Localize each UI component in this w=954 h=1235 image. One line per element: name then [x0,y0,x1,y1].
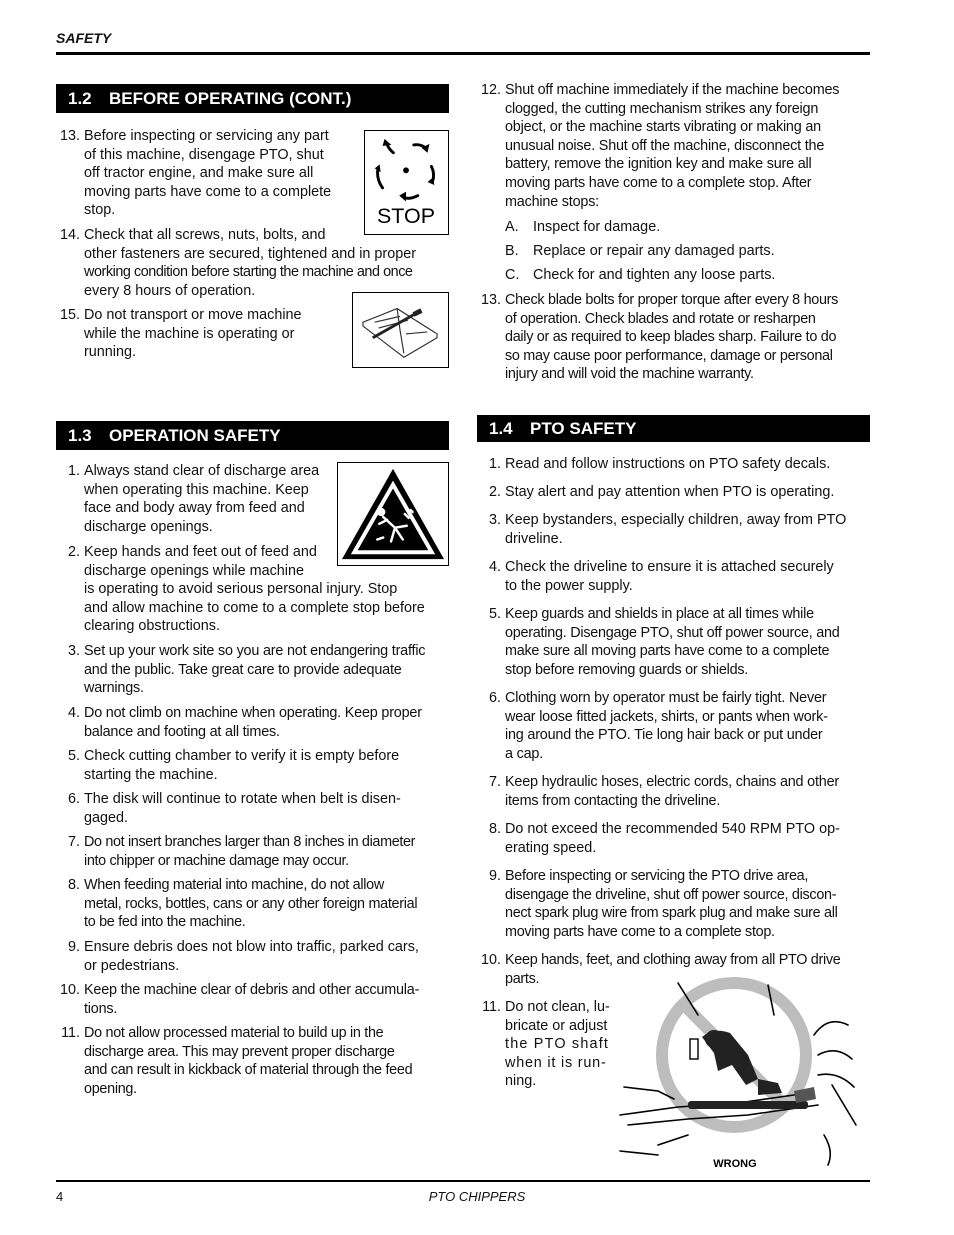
item-text [84,462,329,536]
pto-entanglement-illustration [618,975,864,1175]
item-text [505,998,618,1091]
item-line: Clothing worn by operator must be fairly tight. Never [505,690,827,706]
item-line: Keep guards and shields in place at all times while [505,606,814,622]
list-item [56,790,449,828]
item-line: the PTO shaft [505,1036,610,1053]
item-line: Ensure debris does not blow into traffic, parked cars, [84,939,419,955]
item-line: and the public. Take great care to provide adequate [84,661,402,678]
item-line: is operating to avoid serious personal injury. Stop [84,581,398,598]
item-line: face and body away from feed and [84,500,305,517]
item-line: Keep hydraulic hoses, electric cords, chains and other [505,774,839,790]
item-line: every 8 hours of operation. [84,282,256,299]
item-line: or pedestrians. [84,957,180,974]
item-line: Shut off machine immediately if the machine becomes [505,82,840,98]
item-number: 4. [67,705,80,721]
item-line: discharge openings while machine [84,562,304,579]
sub-list-item [505,242,865,261]
item-line: balance and footing at all times. [84,723,280,740]
item-line: Keep the machine clear of debris and other accumula- [84,982,420,998]
item-line: off tractor engine, and make sure all [84,165,314,182]
item-line: metal, rocks, bottles, cans or any other foreign material [84,895,418,912]
item-number: 5. [67,748,80,764]
item-line: running. [84,344,137,361]
list-item [56,127,351,221]
list-item [477,81,870,212]
section-number: 1.4 [489,419,513,438]
item-line: discharge openings. [84,518,213,535]
manual-book-icon [353,293,448,367]
item-line: Inspect for damage. [533,219,661,235]
item-number: 13. [59,128,80,144]
item-text [84,226,449,300]
item-number: 13. [480,292,501,308]
item-line: Do not climb on machine when operating. Keep proper [84,705,422,721]
item-line: Always stand clear of discharge area [84,463,320,479]
item-number: 7. [488,774,501,790]
list-item [477,511,870,549]
item-text [84,938,449,975]
list-item [477,483,870,502]
item-line: Do not transport or move machine [84,307,302,323]
list-item [477,455,870,474]
item-number: 12. [480,82,501,98]
item-line: of this machine, disengage PTO, shut [84,146,324,163]
section-number: 1.3 [68,426,92,445]
item-text [505,291,870,384]
item-line: into chipper or machine damage may occur. [84,852,349,869]
item-text [505,558,870,595]
item-text [84,876,449,932]
item-number: 15. [59,307,80,323]
item-text [505,689,870,763]
wrong-label: WRONG [713,1158,757,1170]
item-line: Replace or repair any damaged parts. [533,243,775,259]
list-item [56,833,449,871]
item-line: disengage the driveline, shut off power source, discon- [505,886,837,903]
section-1-3-heading [56,421,449,450]
item-line: moving parts have come to a complete [84,183,332,200]
item-text [505,605,870,679]
item-line: object, or the machine starts vibrating or making an [505,119,821,136]
item-line: Stay alert and pay attention when PTO is operating. [505,484,835,500]
item-number: 6. [67,791,80,807]
item-line: ing around the PTO. Tie long hair back or put under [505,727,823,744]
item-number: 8. [488,821,501,837]
list-item [56,462,329,537]
item-line: daily or as required to keep blades sharp. Failure to do [505,329,837,346]
item-line: a cap. [505,745,544,762]
stop-rotation-icon [365,131,448,234]
list-item [56,226,449,301]
item-line: while the machine is operating or [84,325,295,342]
item-line: other fasteners are secured, tightened and in proper [84,245,416,262]
item-line: Keep hands and feet out of feed and [84,544,317,560]
discharge-warning-icon [338,463,448,565]
list-item [56,704,449,742]
list-item [56,938,449,976]
item-line: Check for and tighten any loose parts. [533,267,776,283]
item-line: unusual noise. Shut off the machine, disconnect the [505,137,825,154]
item-line: Check blade bolts for proper torque after every 8 hours [505,292,839,308]
item-text [505,511,870,548]
item-text [505,483,870,502]
sub-list-item [505,266,865,285]
item-number: 5. [488,606,501,622]
list-item [477,605,870,680]
section-1-2-heading [56,84,449,113]
item-line: and can result in kickback of material through the feed [84,1062,413,1079]
list-item [477,291,870,385]
item-number: 11. [61,1025,80,1041]
item-line: clogged, the cutting mechanism strikes any foreign [505,100,819,117]
list-item [477,820,870,858]
item-number: 1. [67,463,80,479]
item-line: working condition before starting the machine and once [84,264,413,281]
item-line: discharge area. This may prevent proper discharge [84,1043,395,1060]
item-line: Before inspecting or servicing the PTO drive area, [505,868,809,884]
item-line: Check the driveline to ensure it is attached securely [505,559,834,575]
item-number: 11. [482,999,501,1015]
item-text [84,833,449,870]
section-title: PTO SAFETY [530,419,637,438]
list-item [477,689,870,764]
list-item [56,1024,449,1099]
page-header: SAFETY [56,30,112,46]
item-text [505,820,870,857]
item-text [84,790,449,827]
item-line: Check cutting chamber to verify it is empty before [84,748,400,764]
item-number: 10. [480,952,501,968]
item-line: when it is run- [505,1054,607,1071]
sub-list-item [505,218,865,237]
item-number: 1. [488,456,501,472]
item-number: 9. [67,939,80,955]
item-line: Read and follow instructions on PTO safety decals. [505,456,831,472]
footer-title: PTO CHIPPERS [428,1189,526,1204]
list-item [56,306,341,363]
item-number: 4. [488,559,501,575]
item-line: when operating this machine. Keep [84,481,309,498]
warning-figure [337,462,449,566]
item-text [84,1024,449,1098]
section-title: BEFORE OPERATING (CONT.) [109,89,352,108]
item-line: Do not exceed the recommended 540 RPM PTO op- [505,821,840,837]
item-line: Keep hands, feet, and clothing away from all PTO drive [505,952,841,968]
item-line: so may cause poor performance, damage or personal [505,347,833,364]
stop-label: STOP [376,204,436,229]
item-line: When feeding material into machine, do not allow [84,877,384,893]
header-rule [56,52,870,55]
item-text [505,867,870,941]
item-text [505,773,870,810]
item-line: opening. [84,1080,137,1097]
item-line: Do not clean, lu- [505,999,610,1015]
item-line: moving parts have come to a complete stop. [505,923,775,940]
item-line: erating speed. [505,839,597,856]
item-line: of operation. Check blades and rotate or resharpen [505,310,816,327]
item-line: to the power supply. [505,577,633,594]
section-1-4-heading [477,415,870,442]
item-text [84,306,339,362]
item-number: 10. [59,982,80,998]
item-line: ning. [505,1073,537,1090]
item-line: B. [505,243,519,259]
item-line: to be fed into the machine. [84,914,246,931]
item-line: stop. [84,202,116,219]
item-text [84,642,449,698]
item-line: injury and will void the machine warranty. [505,366,754,383]
manual-figure [352,292,449,368]
item-line: nect spark plug wire from spark plug and make sure all [505,905,838,922]
page-number: 4 [56,1189,64,1204]
item-line: tions. [84,1000,118,1017]
section-number: 1.2 [68,89,92,108]
item-number: 2. [488,484,501,500]
item-line: and allow machine to come to a complete stop before [84,599,425,616]
list-item [56,981,449,1019]
item-number: 8. [67,877,80,893]
item-line: A. [505,219,519,235]
item-line: Do not allow processed material to build up in the [84,1025,384,1041]
item-number: 3. [67,643,80,659]
item-line: make sure all moving parts have come to a complete [505,643,830,660]
item-line: bricate or adjust [505,1017,608,1034]
item-text [84,981,449,1018]
item-line: stop before removing guards or shields. [505,661,749,678]
list-item [477,773,870,811]
item-text [505,81,870,211]
item-line: battery, remove the ignition key and make sure all [505,156,812,173]
item-text [84,747,449,784]
list-item [477,558,870,596]
item-line: The disk will continue to rotate when belt is disen- [84,791,401,807]
list-item [56,747,449,785]
item-number: 3. [488,512,501,528]
item-line: warnings. [84,680,144,697]
item-number: 6. [488,690,501,706]
item-number: 9. [488,868,501,884]
stop-figure [364,130,449,235]
item-line: Do not insert branches larger than 8 inches in diameter [84,834,416,850]
item-line: wear loose fitted jackets, shirts, or pants when work- [505,708,828,725]
section-title: OPERATION SAFETY [109,426,281,445]
item-number: 2. [67,544,80,560]
item-number: 14. [59,227,80,243]
list-item [477,867,870,942]
item-number: 7. [67,834,80,850]
item-line: Keep bystanders, especially children, away from PTO [505,512,847,528]
item-line: moving parts have come to a complete stop. After [505,174,812,191]
item-text [84,704,449,741]
item-line: machine stops: [505,193,599,210]
item-line: gaged. [84,809,129,826]
list-item [477,998,620,1092]
item-line: Before inspecting or servicing any part [84,128,329,144]
list-item [56,642,449,699]
item-line: Set up your work site so you are not endangering traffic [84,643,426,659]
item-line: Check that all screws, nuts, bolts, and [84,227,326,243]
list-item [56,876,449,933]
wrong-figure [618,975,864,1175]
item-line: C. [505,267,520,283]
item-line: clearing obstructions. [84,618,220,635]
item-line: operating. Disengage PTO, shut off power source, and [505,624,840,641]
item-line: parts. [505,970,540,987]
item-line: starting the machine. [84,766,218,783]
item-line: driveline. [505,530,563,547]
item-line: items from contacting the driveline. [505,792,721,809]
item-text [505,455,870,474]
item-text [84,127,351,220]
footer-rule [56,1180,870,1182]
